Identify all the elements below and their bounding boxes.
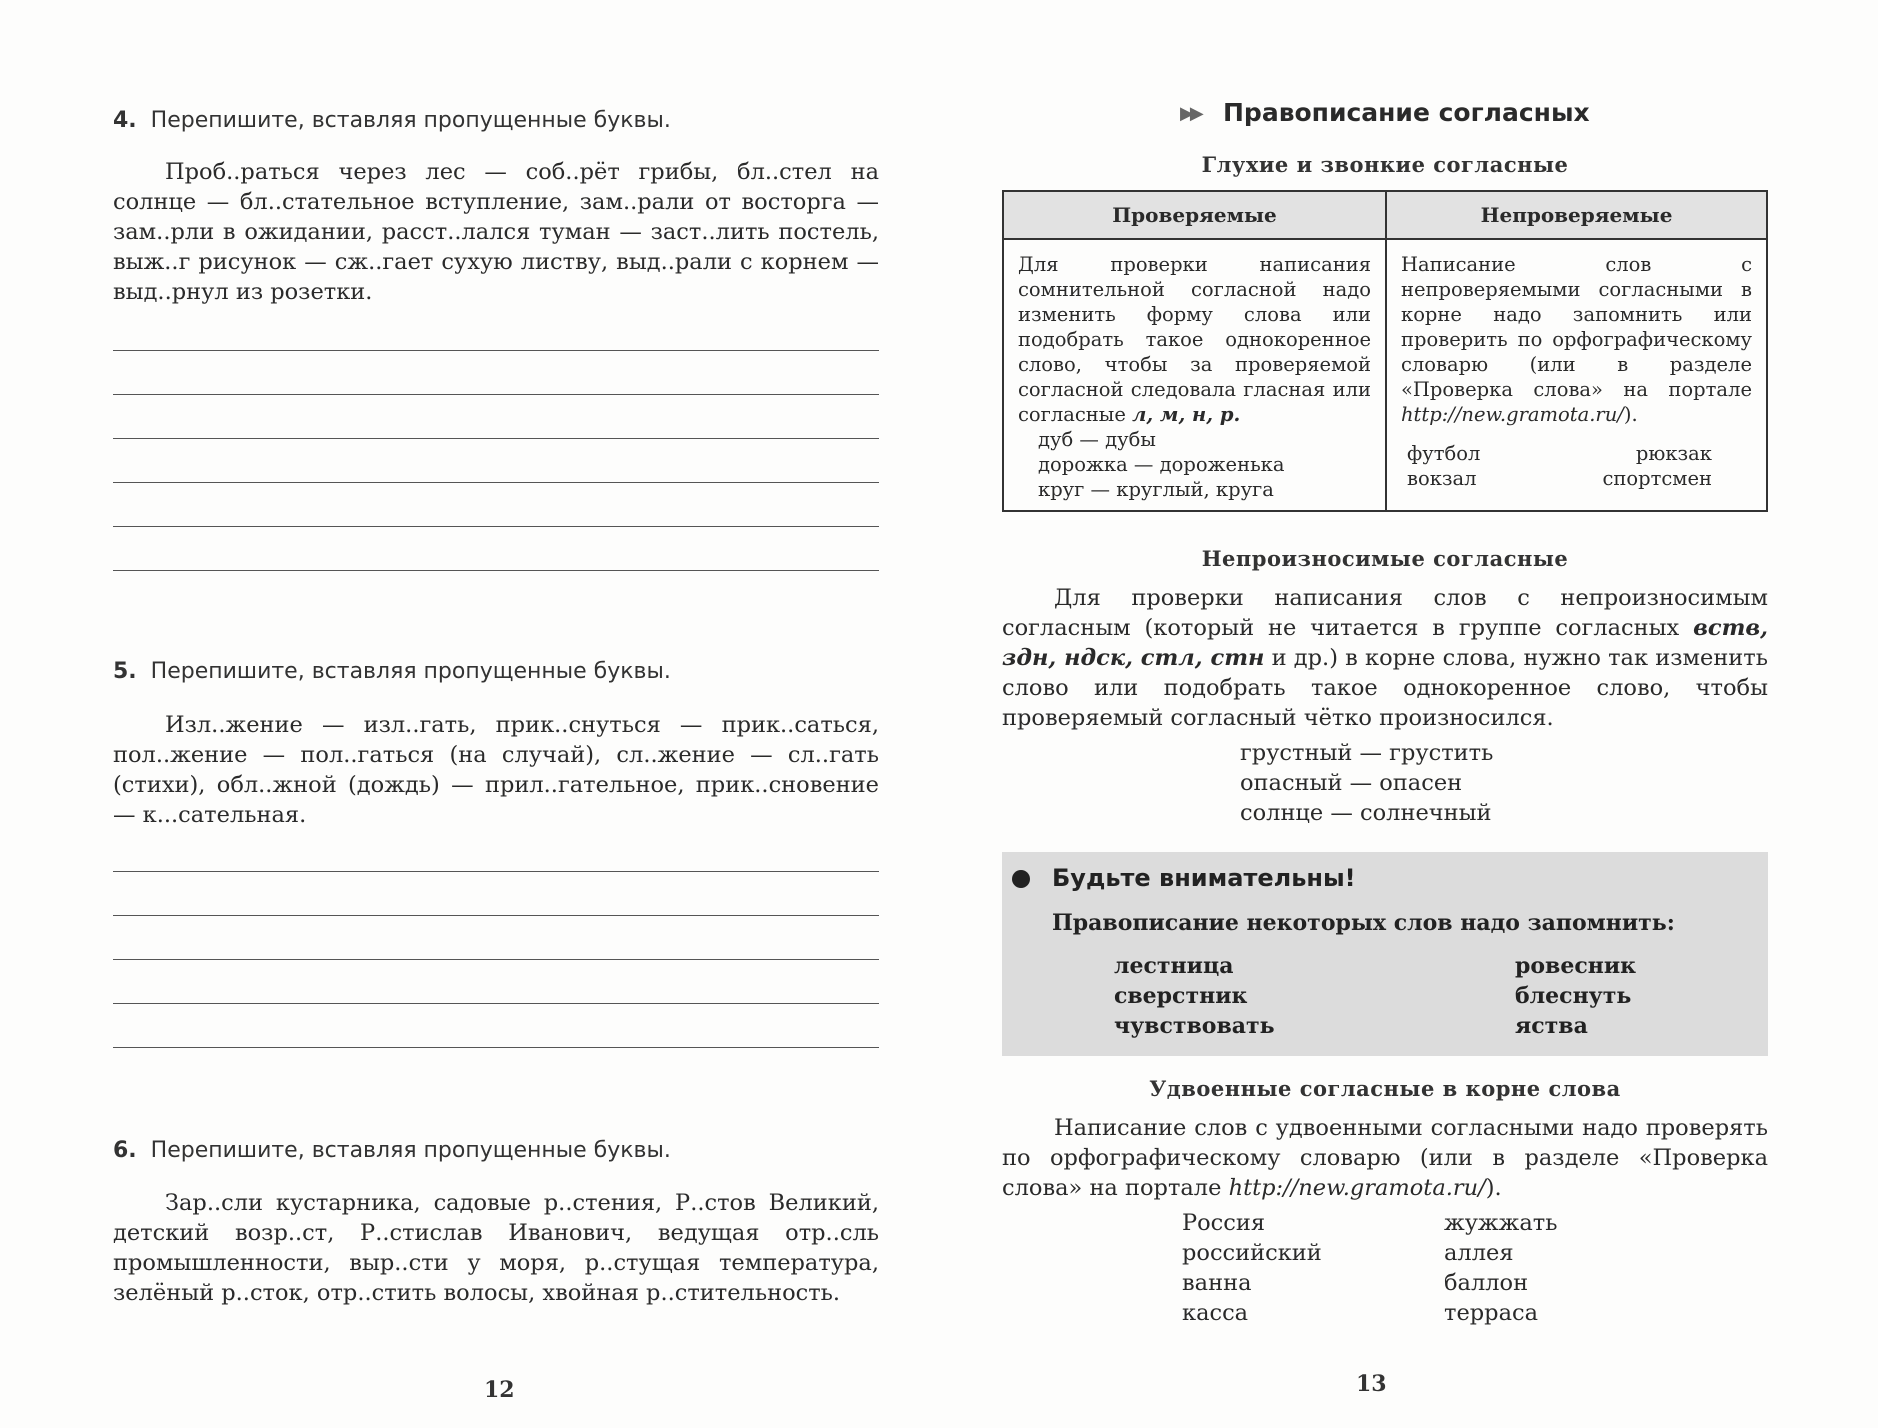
writing-line[interactable] <box>113 439 879 483</box>
double-word: терраса <box>1444 1300 1538 1326</box>
notice-word: лестница <box>1114 953 1234 979</box>
example-word: футбол <box>1407 442 1481 465</box>
writing-line[interactable] <box>113 1004 879 1048</box>
notice-word: чувствовать <box>1114 1013 1275 1039</box>
notice-subtitle: Правописание некоторых слов надо запомнить: <box>1052 910 1675 936</box>
unpronounceable-text-b: и др.) в корне слова, нужно так изменить слово или подобрать такое однокоренное слово, чтобы проверяемый согласный чётко произносился. <box>1002 645 1769 731</box>
double-title: Удвоенные согласные в корне слова <box>1149 1076 1621 1101</box>
example-line: дорожка — дороженька <box>1038 453 1285 476</box>
section-arrows-icon: ▶▶ <box>1180 103 1200 124</box>
notice-word: ровесник <box>1515 953 1637 979</box>
writing-line[interactable] <box>113 307 879 351</box>
writing-line[interactable] <box>113 395 879 439</box>
example-line: круг — круглый, круга <box>1038 478 1274 501</box>
writing-line[interactable] <box>113 527 879 571</box>
example-pair <box>1401 466 1752 491</box>
exercise-paragraph: Изл..жение — изл..гать, прик..снуться — прик..саться, пол..жение — пол..гаться (на случай), сл..жение — сл..гать (стихи), обл..жной (дождь) — прил..гательное, прик..сновение — к...сательная. <box>113 712 879 828</box>
double-tail: ). <box>1485 1175 1502 1201</box>
notice-words-right <box>1515 951 1636 1041</box>
exercise-instruction: Перепишите, вставляя пропущенные буквы. <box>150 108 671 133</box>
exercise-6-heading <box>113 1138 671 1163</box>
page-number-right: 13 <box>1356 1371 1387 1397</box>
exercise-6-text <box>113 1188 879 1308</box>
table-header-checkable: Проверяемые <box>1003 191 1386 239</box>
writing-line[interactable] <box>113 483 879 527</box>
notice-title: Будьте внимательны! <box>1052 864 1356 892</box>
unpronounceable-text <box>1002 583 1768 733</box>
consonant-groups: вств, здн, ндск, стл, стн <box>1002 615 1768 671</box>
double-word: Россия <box>1182 1210 1266 1236</box>
exercise-4-text <box>113 157 879 307</box>
example-word: спортсмен <box>1602 467 1712 490</box>
notice-word: блеснуть <box>1515 983 1632 1009</box>
voiced-title: Глухие и звонкие согласные <box>1201 152 1569 177</box>
double-word: российский <box>1182 1240 1322 1266</box>
double-word: ванна <box>1182 1270 1252 1296</box>
portal-url[interactable]: http://new.gramota.ru/ <box>1228 1175 1486 1201</box>
double-word: аллея <box>1444 1240 1514 1266</box>
example-line: дуб — дубы <box>1038 428 1156 451</box>
page-number-left: 12 <box>484 1377 515 1403</box>
exercise-number: 4. <box>113 108 137 133</box>
section-title: Правописание согласных <box>1223 98 1590 127</box>
double-words-left <box>1182 1208 1322 1328</box>
checkable-rule-text: Для проверки написания сомнительной согласной надо изменить форму слова или подобрать такое однокоренное слово, чтобы за проверяемой согласной следовала гласная или согласные <box>1018 253 1371 426</box>
double-words-right <box>1444 1208 1557 1328</box>
exercise-instruction: Перепишите, вставляя пропущенные буквы. <box>150 659 671 684</box>
unpronounceable-title: Непроизносимые согласные <box>1201 546 1569 571</box>
uncheckable-tail: ). <box>1623 403 1638 426</box>
double-word: касса <box>1182 1300 1249 1326</box>
example-word: рюкзак <box>1635 442 1712 465</box>
exercise-5-heading <box>113 659 671 684</box>
writing-line[interactable] <box>113 351 879 395</box>
exercise-paragraph: Зар..сли кустарника, садовые р..стения, Р..стов Великий, детский возр..ст, Р..стислав Иванович, ведущая отр..сль промышленности, выр..сти у моря, р..стущая температура, зелёный р..сток, отр..стить волосы, хвойная р..стительность. <box>113 1190 879 1306</box>
exercise-paragraph: Проб..раться через лес — соб..рёт грибы, бл..стел на солнце — бл..стательное вступление, зам..рали от восторга — зам..рли в ожидании, расст..лался туман — заст..лить постель, выж..г рисунок — сж..гает сухую листву, выд..рали с корнем — выд..рнул из розетки. <box>113 159 879 305</box>
notice-word: яства <box>1515 1013 1588 1039</box>
notice-word: сверстник <box>1114 983 1248 1009</box>
example-word: вокзал <box>1407 467 1477 490</box>
bullet-icon <box>1012 870 1030 888</box>
double-rule-text: Написание слов с удвоенными согласными надо проверять по орфографическому словарю (или в разделе «Проверка слова» на портале <box>1002 1115 1768 1201</box>
exercise-4-heading <box>113 108 671 133</box>
example-line: опасный — опасен <box>1240 770 1463 796</box>
uncheckable-rule-text: Написание слов с непроверяемыми согласными в корне надо запомнить или проверить по орфографическому словарю (или в разделе «Проверка слова» на портале <box>1401 253 1752 401</box>
double-word: жужжать <box>1444 1210 1558 1236</box>
table-header-uncheckable: Непроверяемые <box>1386 191 1767 239</box>
unpronounceable-examples <box>1240 738 1493 828</box>
example-line: грустный — грустить <box>1240 740 1494 766</box>
exercise-number: 5. <box>113 659 137 684</box>
double-word: баллон <box>1444 1270 1529 1296</box>
exercise-5-text <box>113 710 879 830</box>
unpronounceable-text-a: Для проверки написания слов с непроизносимым согласным (который не читается в группе согласных <box>1002 585 1768 641</box>
exercise-instruction: Перепишите, вставляя пропущенные буквы. <box>150 1138 671 1163</box>
notice-words-left <box>1114 951 1275 1041</box>
exercise-number: 6. <box>113 1138 137 1163</box>
uncheckable-cell <box>1386 239 1767 511</box>
consonant-rule-table <box>1002 190 1768 512</box>
writing-lines-5 <box>113 828 879 1048</box>
writing-line[interactable] <box>113 872 879 916</box>
writing-line[interactable] <box>113 916 879 960</box>
checkable-letters: л, м, н, р. <box>1132 403 1241 426</box>
writing-line[interactable] <box>113 828 879 872</box>
example-line: солнце — солнечный <box>1240 800 1492 826</box>
writing-line[interactable] <box>113 960 879 1004</box>
example-pair <box>1401 441 1752 466</box>
double-text <box>1002 1113 1768 1203</box>
checkable-cell <box>1003 239 1386 511</box>
portal-url[interactable]: http://new.gramota.ru/ <box>1401 403 1624 426</box>
writing-lines-4 <box>113 307 879 571</box>
